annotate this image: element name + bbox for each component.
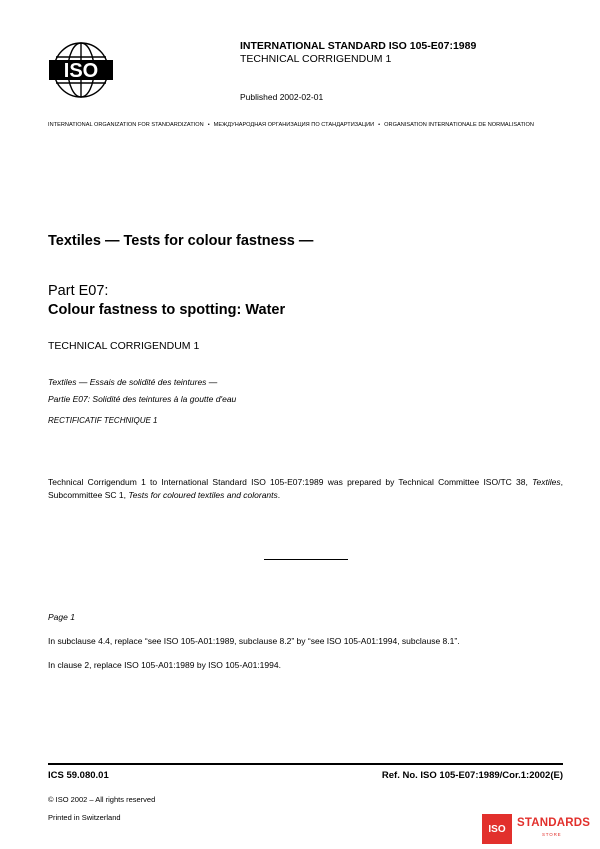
ics-code: ICS 59.080.01	[48, 770, 109, 781]
separator-dot: •	[378, 122, 381, 128]
section-divider	[264, 559, 348, 560]
org-name-ru: МЕЖДУНАРОДНАЯ ОРГАНИЗАЦИЯ ПО СТАНДАРТИЗАЦИИ	[213, 122, 375, 128]
corrigendum-heading: TECHNICAL CORRIGENDUM 1	[240, 53, 392, 65]
intro-paragraph: Technical Corrigendum 1 to International Standard ISO 105-E07:1989 was prepared by Technical Committee ISO/TC 38, Textiles, Subcommittee SC 1, Tests for coloured textiles and colorants.	[48, 477, 563, 500]
committee-name: Textiles	[532, 477, 561, 487]
french-part-title: Partie E07: Solidité des teintures à la goutte d'eau	[48, 394, 237, 404]
iso-logo-text: ISO	[63, 60, 99, 82]
corrigendum-label: TECHNICAL CORRIGENDUM 1	[48, 340, 200, 352]
subcommittee-name: Tests for coloured textiles and colorants	[128, 490, 278, 500]
published-date: Published 2002-02-01	[240, 92, 324, 102]
store-sublabel: STORE	[542, 832, 562, 837]
standard-title: INTERNATIONAL STANDARD ISO 105-E07:1989	[240, 40, 477, 52]
organization-line	[48, 122, 563, 128]
printed-location: Printed in Switzerland	[48, 813, 121, 822]
separator-dot: •	[207, 122, 210, 128]
correction-paragraph-1: In subclause 4.4, replace “see ISO 105-A01:1989, subclause 8.2” by “see ISO 105-A01:1994, subclause 8.1”.	[48, 636, 460, 646]
page-label: Page 1	[48, 612, 75, 622]
iso-logo	[47, 41, 115, 99]
footer-divider	[48, 763, 563, 765]
french-title: Textiles — Essais de solidité des teintures —	[48, 377, 218, 387]
correction-paragraph-2: In clause 2, replace ISO 105-A01:1989 by ISO 105-A01:1994.	[48, 660, 281, 670]
copyright-notice: © ISO 2002 – All rights reserved	[48, 795, 156, 804]
french-rectificatif: RECTIFICATIF TECHNIQUE 1	[48, 416, 158, 425]
store-logo-box: ISO	[482, 814, 512, 844]
part-number: Part E07:	[48, 283, 109, 299]
org-name-fr: ORGANISATION INTERNATIONALE DE NORMALISATION	[384, 122, 534, 128]
store-label: STANDARDS	[517, 817, 591, 829]
reference-number: Ref. No. ISO 105-E07:1989/Cor.1:2002(E)	[381, 770, 563, 781]
part-title: Colour fastness to spotting: Water	[48, 302, 286, 318]
org-name-en: INTERNATIONAL ORGANIZATION FOR STANDARDIZATION	[48, 122, 204, 128]
document-title: Textiles — Tests for colour fastness —	[48, 233, 314, 249]
iso-standards-store-badge[interactable]	[482, 812, 594, 846]
